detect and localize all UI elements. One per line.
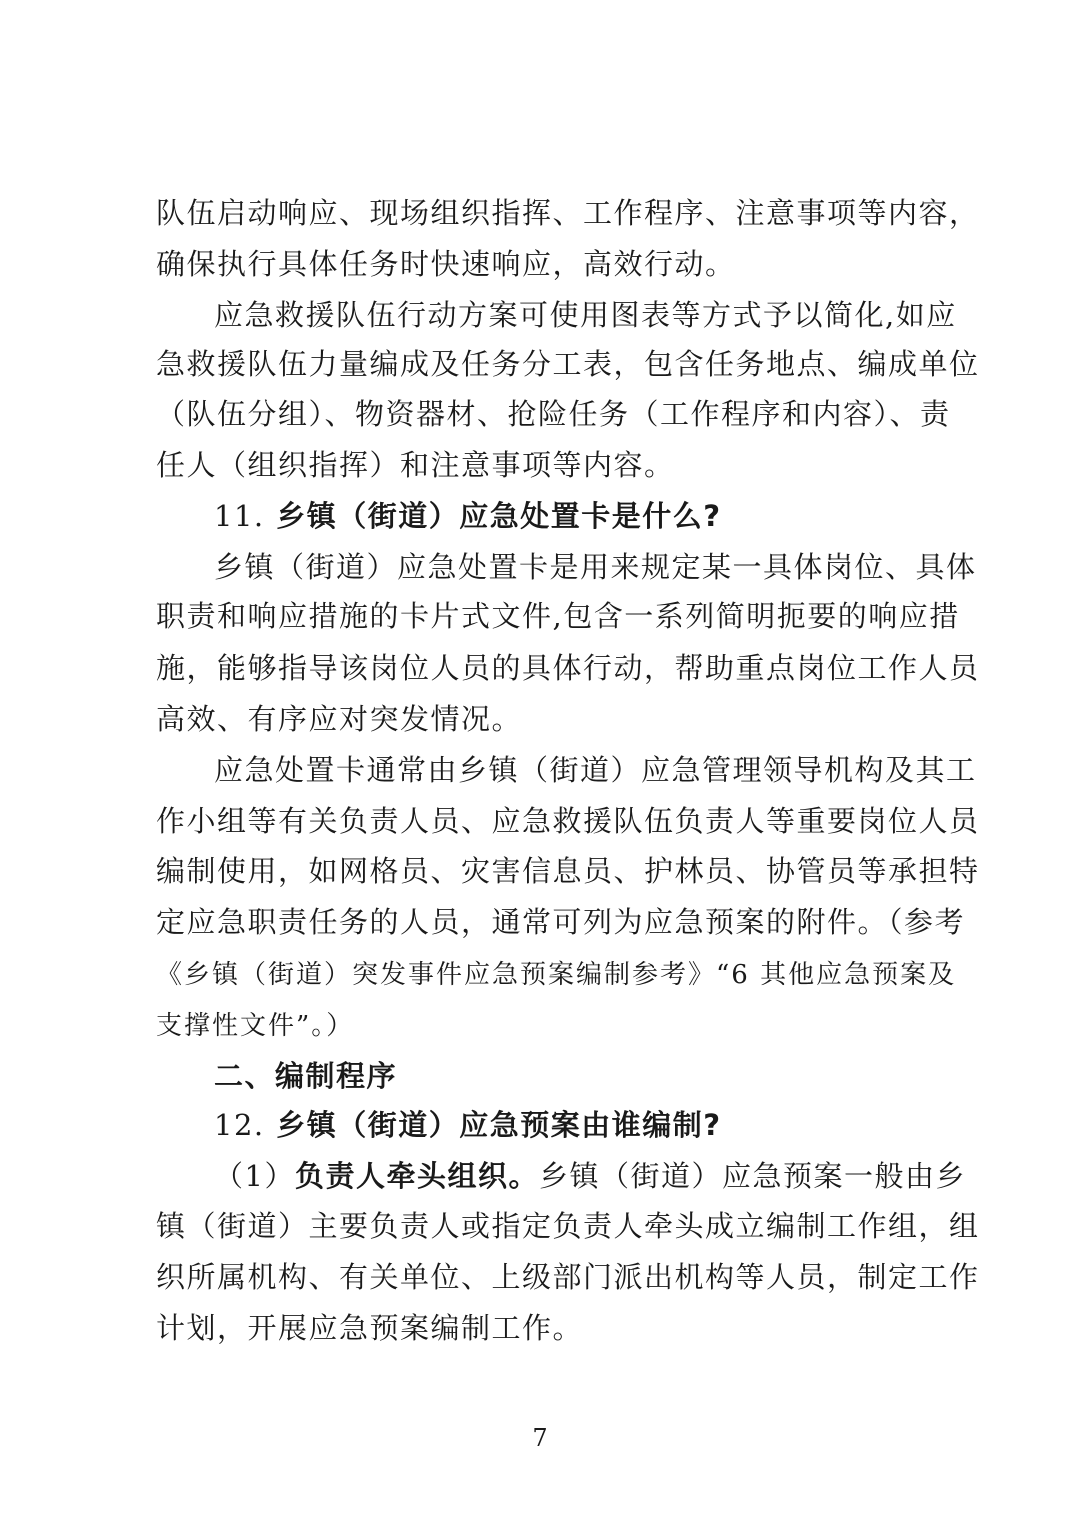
body-text-line: 定应急职责任务的人员，通常可列为应急预案的附件。（参考 xyxy=(156,905,966,939)
body-text-line: 乡镇（街道）应急处置卡是用来规定某一具体岗位、具体 xyxy=(214,550,977,584)
body-text-line: 作小组等有关负责人员、应急救援队伍负责人等重要岗位人员 xyxy=(156,804,980,838)
body-text-line: 队伍启动响应、现场组织指挥、工作程序、注意事项等内容， xyxy=(156,196,980,230)
question-number: 11. xyxy=(214,499,265,533)
question-heading-11 xyxy=(214,498,926,534)
body-text-line: 镇（街道）主要负责人或指定负责人牵头成立编制工作组，组 xyxy=(156,1209,980,1243)
body-text-line: 计划，开展应急预案编制工作。 xyxy=(156,1311,584,1345)
item-number: （1） xyxy=(214,1159,295,1193)
body-text-line: 高效、有序应对突发情况。 xyxy=(156,702,523,736)
paragraph-12-first-line xyxy=(214,1158,966,1194)
body-text-line: 应急处置卡通常由乡镇（街道）应急管理领导机构及其工 xyxy=(214,753,977,787)
body-text-line: 施，能够指导该岗位人员的具体行动，帮助重点岗位工作人员 xyxy=(156,651,980,685)
question-number: 12. xyxy=(214,1108,265,1142)
item-text: 乡镇（街道）应急预案一般由乡 xyxy=(538,1159,966,1193)
page-number: 7 xyxy=(532,1424,548,1452)
reference-line: 《乡镇（街道）突发事件应急预案编制参考》“6 其他应急预案及 xyxy=(156,960,957,990)
question-text: 乡镇（街道）应急处置卡是什么? xyxy=(276,499,722,533)
item-title: 负责人牵头组织。 xyxy=(294,1159,539,1193)
body-text-line: 编制使用，如网格员、灾害信息员、护林员、协管员等承担特 xyxy=(156,854,980,888)
body-text-line: （队伍分组）、物资器材、抢险任务（工作程序和内容）、责 xyxy=(156,397,951,431)
question-text: 乡镇（街道）应急预案由谁编制? xyxy=(276,1108,722,1142)
body-text-line: 急救援队伍力量编成及任务分工表，包含任务地点、编成单位 xyxy=(156,347,980,381)
body-text-line: 织所属机构、有关单位、上级部门派出机构等人员，制定工作 xyxy=(156,1260,980,1294)
question-heading-12 xyxy=(214,1107,926,1143)
body-text-line: 应急救援队伍行动方案可使用图表等方式予以简化,如应 xyxy=(214,298,957,332)
body-text-line: 职责和响应措施的卡片式文件,包含一系列简明扼要的响应措 xyxy=(156,599,960,633)
body-text-line: 任人（组织指挥）和注意事项等内容。 xyxy=(156,448,675,482)
section-heading: 二、编制程序 xyxy=(214,1059,398,1093)
body-text-line: 确保执行具体任务时快速响应，高效行动。 xyxy=(156,247,736,281)
reference-line: 支撑性文件”。） xyxy=(156,1011,355,1041)
